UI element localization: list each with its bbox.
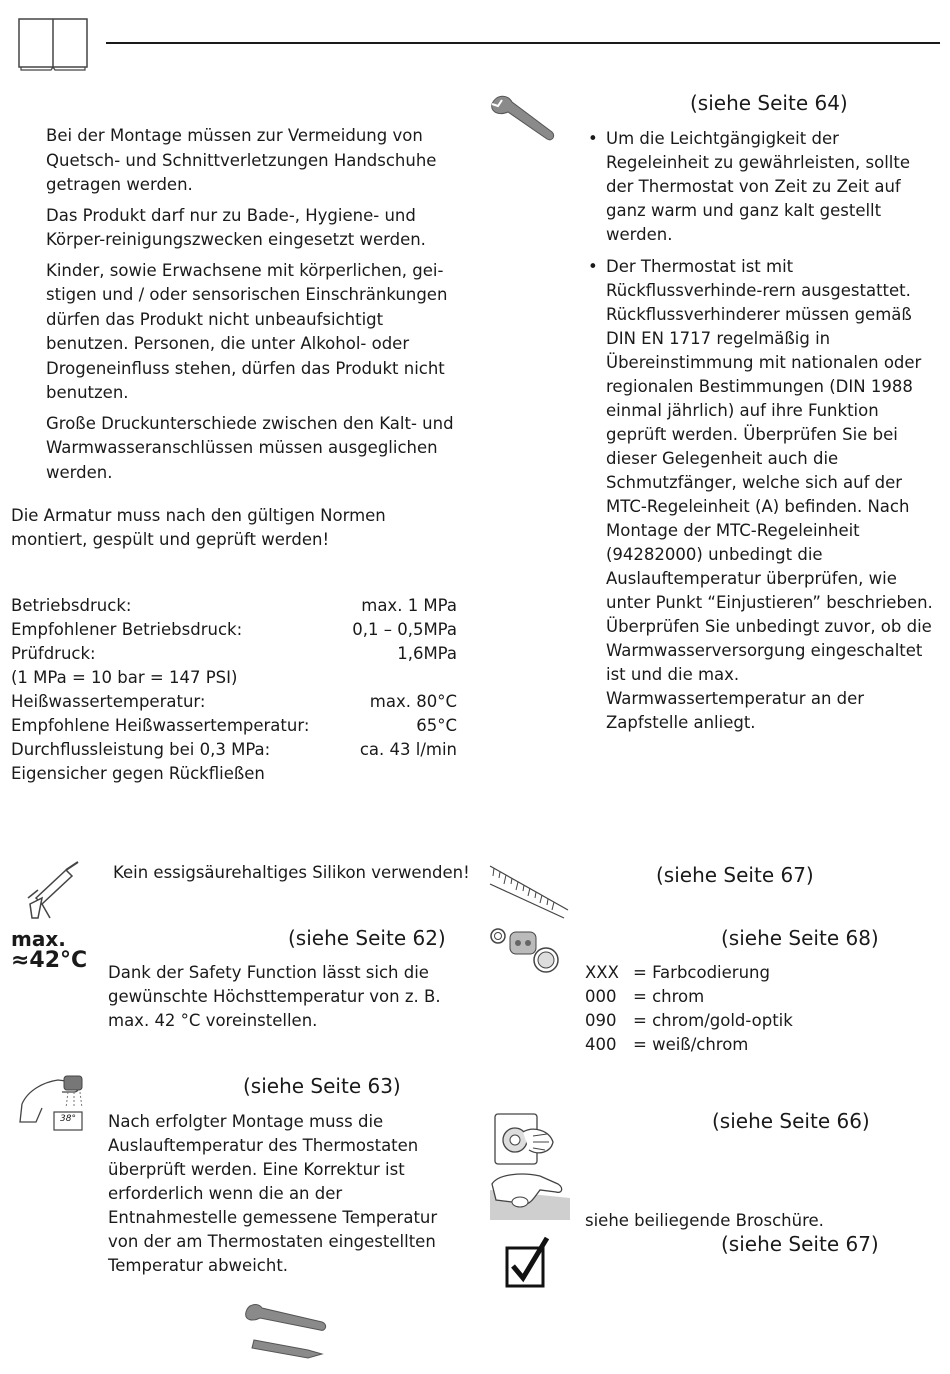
- code-desc: = chrom: [633, 987, 705, 1006]
- color-code-row: [585, 1033, 845, 1057]
- spec-row: [11, 738, 457, 762]
- safety-function-page-ref: (siehe Seite 62): [288, 926, 446, 950]
- spec-label: Heißwassertemperatur:: [11, 692, 206, 711]
- checkmark-box-icon: [505, 1236, 551, 1288]
- maintenance-bullets: [588, 127, 940, 743]
- code-desc: = Farbcodierung: [633, 963, 770, 982]
- badge-temp: ≈42°C: [11, 948, 88, 973]
- book-icon: [18, 18, 90, 72]
- specs-table: [11, 594, 457, 786]
- test-mark-page-ref: (siehe Seite 67): [721, 1232, 879, 1256]
- color-codes: [585, 961, 845, 1057]
- spare-parts-icon: [488, 922, 560, 976]
- spec-value: max. 1 MPa: [361, 596, 457, 615]
- spec-row: [11, 594, 457, 618]
- spec-label: Prüfdruck:: [11, 644, 96, 663]
- adjust-page-ref: (siehe Seite 63): [243, 1074, 401, 1098]
- thermo-label: 38°: [60, 1114, 76, 1124]
- spec-label: Empfohlener Betriebsdruck:: [11, 620, 243, 639]
- spec-label: (1 MPa = 10 bar = 147 PSI): [11, 668, 238, 687]
- spec-row: [11, 762, 457, 786]
- safety-paragraph: Große Druckunterschiede zwischen den Kalt- und Warmwasseranschlüssen müssen ausgeglichen werden.: [46, 413, 454, 482]
- maintenance-bullet: • Um die Leichtgängigkeit der Regeleinheit zu gewährleisten, sollte der Thermostat von Zeit zu Zeit auf ganz warm und ganz kalt gestellt werden.: [588, 127, 940, 247]
- spec-row: [11, 690, 457, 714]
- safety-paragraph: Das Produkt darf nur zu Bade-, Hygiene- und Körper-reinigungszwecken eingesetzt werden.: [46, 205, 426, 249]
- spec-label: Durchflussleistung bei 0,3 MPa:: [11, 740, 271, 759]
- color-code-row: [585, 985, 845, 1009]
- thermostat-knob-icon: [493, 1112, 555, 1166]
- ruler-icon: [488, 862, 570, 918]
- color-code-row: [585, 961, 845, 985]
- wrench-screwdriver-icon: [242, 1300, 328, 1360]
- thermometer-hand-icon: [18, 1074, 88, 1132]
- installation-note: Die Armatur muss nach den gültigen Normen montiert, gespült und geprüft werden!: [11, 506, 386, 549]
- spec-label: Empfohlene Heißwassertemperatur:: [11, 716, 310, 735]
- code: 090: [585, 1011, 617, 1030]
- code: 000: [585, 987, 617, 1006]
- color-code-row: [585, 1009, 845, 1033]
- wrench-icon: [488, 92, 558, 144]
- badge-line: max.: [11, 927, 66, 951]
- spec-row: [11, 714, 457, 738]
- code-desc: = weiß/chrom: [633, 1035, 749, 1054]
- maintenance-bullet: • Der Thermostat ist mit Rückflussverhinde-rern ausgestattet. Rückflussverhinderer müssen gemäß DIN EN 1717 regelmäßig in Übereinstimmung mit nationalen oder regionalen Bestimmungen (DIN 1988 einmal jährlich) auf ihre Funktion geprüft werden. Überprüfen Sie bei dieser Gelegenheit auch die Schmutzfänger, welche sich auf der MTC-Regeleinheit (A) befinden. Nach Montage der MTC-Regeleinheit (94282000) unbedingt die Auslauftemperatur überprüfen, wie unter Punkt “Einjustieren” beschrieben. Überprüfen Sie unbedingt zuvor, ob die Warmwasserversorgung eingeschaltet ist und die max. Warmwassertemperatur an der Zapfstelle anliegt.: [588, 255, 940, 735]
- spec-value: max. 80°C: [369, 692, 457, 711]
- code: XXX: [585, 963, 619, 982]
- cleaning-text: siehe beiliegende Broschüre.: [585, 1211, 824, 1230]
- silicone-gun-icon: [22, 860, 84, 924]
- spec-label: Betriebsdruck:: [11, 596, 132, 615]
- spec-row: [11, 666, 457, 690]
- spec-row: [11, 618, 457, 642]
- safety-paragraph: Bei der Montage müssen zur Vermeidung von Quetsch- und Schnittverletzungen Handschuhe getragen werden.: [46, 126, 437, 194]
- maintenance-page-ref: (siehe Seite 64): [690, 91, 848, 115]
- operation-page-ref: (siehe Seite 66): [712, 1109, 870, 1133]
- spec-value: 0,1 – 0,5MPa: [352, 620, 457, 639]
- cleaning-hand-icon: [488, 1170, 570, 1220]
- silicone-note: Kein essigsäurehaltiges Silikon verwenden!: [113, 863, 470, 882]
- spec-row: [11, 642, 457, 666]
- code-desc: = chrom/gold-optik: [633, 1011, 793, 1030]
- safety-section: [46, 124, 466, 491]
- spare-parts-page-ref: (siehe Seite 68): [721, 926, 879, 950]
- spec-value: ca. 43 l/min: [359, 740, 457, 759]
- max-temp-badge: [11, 928, 87, 972]
- spec-value: 1,6MPa: [397, 644, 457, 663]
- adjust-text: Nach erfolgter Montage muss die Auslauftemperatur des Thermostaten überprüft werden. Eine Korrektur ist erforderlich wenn die an der Entnahmestelle gemessene Temperatur von der am Thermostaten eingestellten Temperatur abweicht.: [108, 1112, 438, 1275]
- spec-value: 65°C: [416, 716, 457, 735]
- header-rule: [106, 42, 940, 44]
- code: 400: [585, 1035, 617, 1054]
- safety-function-text: Dank der Safety Function lässt sich die gewünschte Höchsttemperatur von z. B. max. 42 °C voreinstellen.: [108, 963, 441, 1030]
- dimensions-page-ref: (siehe Seite 67): [656, 863, 814, 887]
- safety-paragraph: Kinder, sowie Erwachsene mit körperlichen, gei-stigen und / oder sensorischen Einschränkungen dürfen das Produkt nicht unbeaufsichtigt benutzen. Personen, die unter Alkohol- oder Drogeneinfluss stehen, dürfen das Produkt nicht benutzen.: [46, 260, 448, 402]
- spec-label: Eigensicher gegen Rückfließen: [11, 764, 265, 783]
